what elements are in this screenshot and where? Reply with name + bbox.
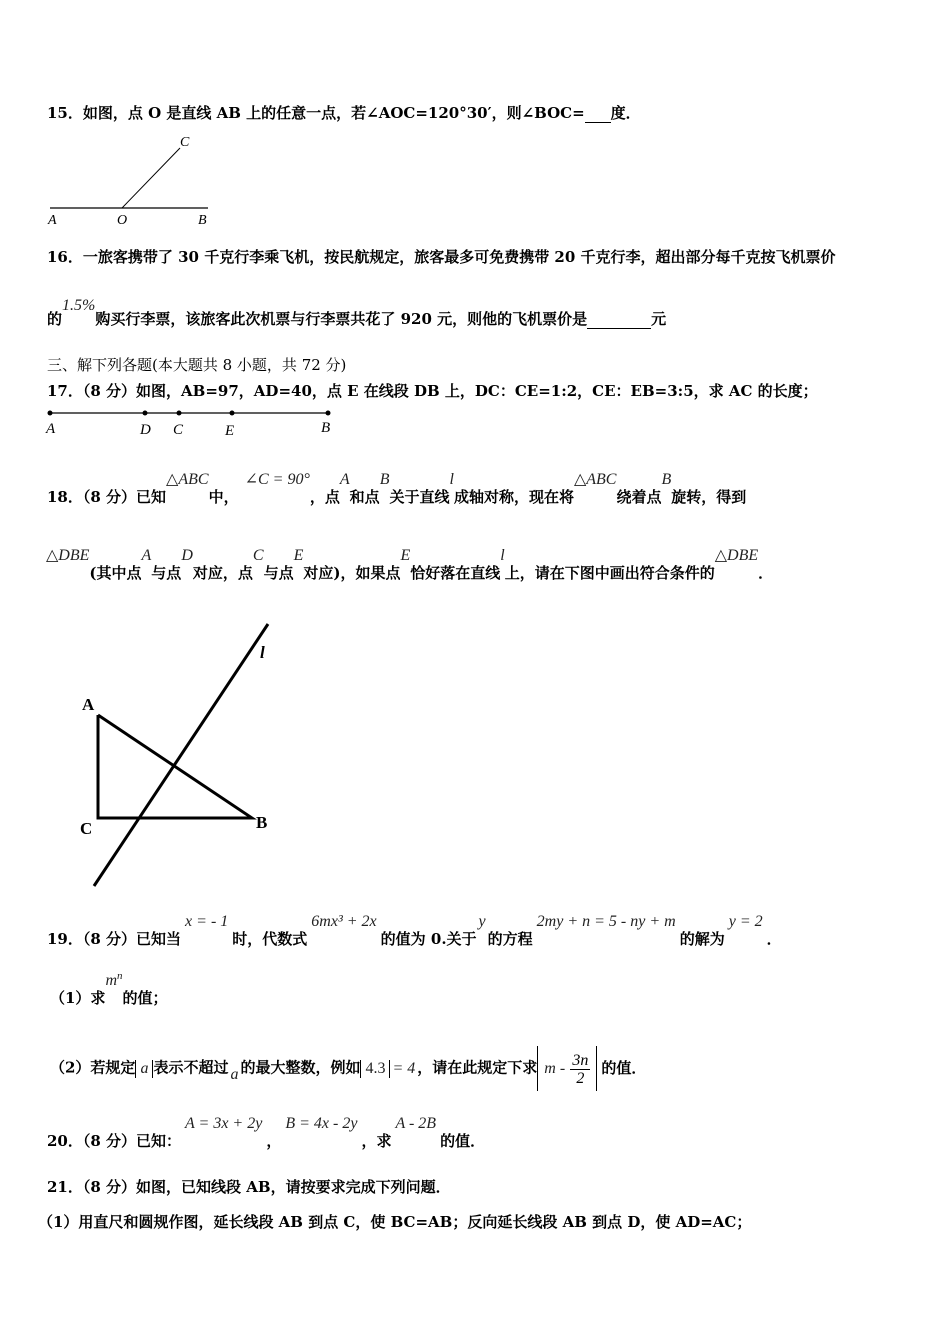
q16-line2: 的1.5%购买行李票，该旅客此次机票与行李票共花了 920 元，则他的飞机票价是 元: [47, 297, 667, 328]
label-b: B: [321, 420, 331, 436]
q17-figure: [44, 403, 344, 439]
label-e: E: [225, 423, 235, 439]
triangle-abc: [98, 715, 252, 818]
label-b: B: [256, 813, 268, 832]
label-c: C: [180, 135, 190, 150]
point-e: [230, 411, 235, 416]
section-heading: 三、解下列各题(本大题共 8 小题，共 72 分): [47, 356, 347, 374]
line-l: [94, 624, 268, 886]
q20-text: 20．（8 分）已知：A = 3x + 2y，B = 4x - 2y，求A - 2B的值．: [47, 1115, 486, 1150]
label-c: C: [173, 422, 184, 438]
floor-expression: m - $\frac{3n}{2}$: [537, 1046, 597, 1091]
q21-part1: （1）用直尺和圆规作图，延长线段 AB 到点 C，使 BC=AB；反向延长线段 AB 到点 D，使 AD=AC；: [38, 1213, 752, 1231]
label-a: A: [46, 421, 56, 437]
point-d: [143, 411, 148, 416]
q16-line1: 16．一旅客携带了 30 千克行李乘飞机，按民航规定，旅客最多可免费携带 20 千克行李，超出部分每千克按飞机票价: [47, 248, 836, 266]
answer-blank: [587, 310, 651, 329]
point-c: [177, 411, 182, 416]
q18-line2: △DBE(其中点A与点D对应，点C与点E对应)，如果点E恰好落在直线l上，请在下图中画出符合条件的△DBE．: [46, 547, 774, 582]
label-o: O: [117, 213, 128, 228]
label-c: C: [80, 819, 93, 838]
q18-figure: [72, 614, 292, 894]
q15-text: 15．如图，点 O 是直线 AB 上的任意一点，若∠AOC=120°30′，则∠BOC= 度．: [47, 104, 641, 122]
q19-part1: （1）求$m^n$的值；: [50, 970, 168, 1007]
rate-value: 1.5%: [62, 297, 96, 314]
q18-line1: 18．（8 分）已知△ABC中，∠C = 90°，点A和点B关于直线l成轴对称，现在将△ABC绕着点B旋转，得到: [47, 471, 747, 506]
label-l: l: [260, 643, 265, 662]
label-b: B: [198, 213, 207, 228]
answer-blank: [585, 104, 611, 123]
point-a: [48, 411, 53, 416]
point-b: [326, 411, 331, 416]
q19-text: 19．（8 分）已知当x = - 1时，代数式6mx³ + 2x的值为 0.关于y的方程2my + n = 5 - ny + m的解为y = 2．: [47, 913, 782, 948]
q15-figure: [44, 130, 224, 230]
q19-part2: （2）若规定 a 表示不超过 a 的最大整数，例如 4.3 = 4 ，请在此规定下求 m - $\frac{3n}{2}$ 的值．: [50, 1046, 646, 1091]
q21-text: 21．（8 分）如图，已知线段 AB，请按要求完成下列问题．: [47, 1178, 451, 1196]
label-d: D: [140, 422, 151, 438]
q17-text: 17．（8 分）如图，AB=97，AD=40，点 E 在线段 DB 上，DC：CE=1:2，CE：EB=3:5，求 AC 的长度；: [47, 382, 818, 400]
ray-oc: [122, 148, 180, 208]
label-a: A: [82, 695, 95, 714]
label-a: A: [48, 213, 57, 228]
